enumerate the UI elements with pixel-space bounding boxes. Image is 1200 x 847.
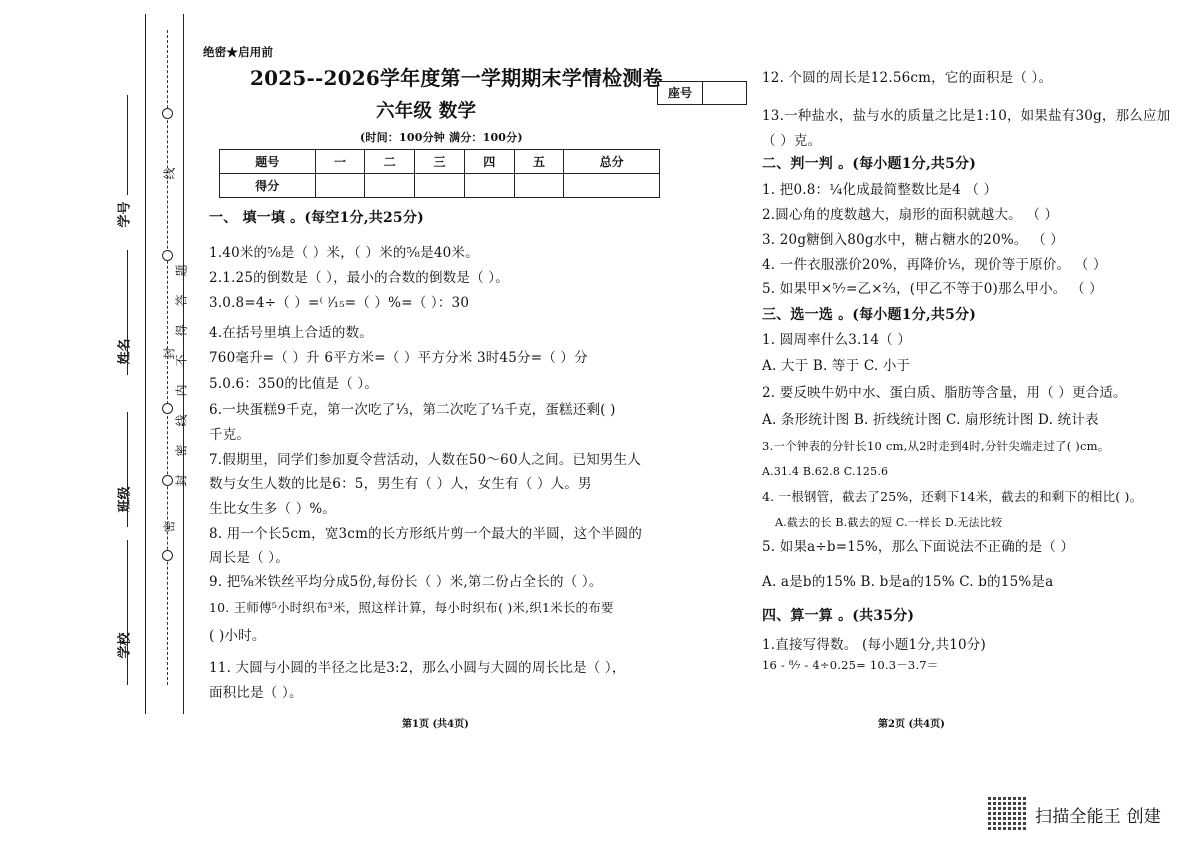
question-line: 1.40米的⁵⁄₈是（ ）米，（ ）米的⁵⁄₈是40米。 bbox=[209, 245, 479, 261]
question-line: 1. 圆周率什么3.14（ ） bbox=[762, 332, 912, 348]
score-cell: 得分 bbox=[220, 174, 316, 198]
question-line: 11. 大圆与小圆的半径之比是3:2，那么小圆与大圆的周长比是（ ）， bbox=[209, 660, 626, 676]
score-table-header-row bbox=[220, 150, 660, 174]
binding-hole bbox=[162, 250, 173, 261]
score-input-cell[interactable] bbox=[564, 174, 660, 198]
question-line: 2.1.25的倒数是（ ），最小的合数的倒数是（ ）。 bbox=[209, 270, 509, 286]
question-line: 3. 20g糖倒入80g水中，糖占糖水的20%。 （ ） bbox=[762, 232, 1064, 248]
page-footer: 第2页 (共4页) bbox=[878, 719, 945, 730]
question-line: A. a是b的15% B. b是a的15% C. b的15%是a bbox=[762, 574, 1054, 590]
seal-char: 不 bbox=[174, 354, 189, 367]
school-input-line[interactable] bbox=[127, 540, 128, 685]
score-table-score-row bbox=[220, 174, 660, 198]
binding-hole bbox=[162, 550, 173, 561]
score-cell: 题号 bbox=[220, 150, 316, 174]
question-line: 13.一种盐水，盐与水的质量之比是1:10，如果盐有30g，那么应加 bbox=[762, 108, 1171, 124]
seal-char: 线 bbox=[174, 414, 189, 427]
question-line: 12. 个圆的周长是12.56cm，它的面积是（ ）。 bbox=[762, 70, 1053, 86]
name-input-line[interactable] bbox=[127, 250, 128, 375]
exam-title: 2025--2026学年度第一学期期末学情检测卷 bbox=[250, 66, 663, 90]
question-line: 7.假期里，同学们参加夏令营活动，人数在50～60人之间。已知男生人 bbox=[209, 452, 642, 468]
question-line: 2.圆心角的度数越大，扇形的面积就越大。 （ ） bbox=[762, 207, 1059, 223]
qr-code-icon bbox=[988, 796, 1026, 830]
question-line: 数与女生人数的比是6：5，男生有（ ）人，女生有（ ）人。男 bbox=[209, 476, 592, 492]
seat-number-box bbox=[657, 81, 747, 105]
question-line: A.截去的长 B.截去的短 C.一样长 D.无法比较 bbox=[775, 516, 1003, 529]
section-2-heading: 二、判一判 。(每小题1分,共5分) bbox=[762, 156, 977, 172]
question-line: 4.在括号里填上合适的数。 bbox=[209, 325, 373, 341]
question-line: 3.一个钟表的分针长10 cm,从2时走到4时,分针尖端走过了( )cm。 bbox=[762, 439, 1110, 453]
seal-char: 线 bbox=[162, 167, 177, 180]
question-line: 5.0.6：350的比值是（ ）。 bbox=[209, 376, 379, 392]
binding-hole bbox=[162, 475, 173, 486]
seal-char: 得 bbox=[174, 324, 189, 337]
score-input-cell[interactable] bbox=[415, 174, 465, 198]
name-label: 姓名 bbox=[117, 338, 133, 365]
time-info: (时间：100分钟 满分：100分) bbox=[360, 131, 523, 144]
score-cell: 总分 bbox=[564, 150, 660, 174]
seat-label: 座号 bbox=[658, 82, 703, 104]
exam-subtitle: 六年级 数学 bbox=[376, 101, 477, 122]
seal-char: 密 bbox=[162, 520, 177, 533]
binding-line bbox=[145, 14, 146, 714]
section-1-heading: 一、 填一填 。(每空1分,共25分) bbox=[209, 210, 424, 226]
seal-char: 题 bbox=[174, 264, 189, 277]
seal-char: 内 bbox=[174, 384, 189, 397]
question-line: 3.0.8=4÷（ ）=⁽ ⁾⁄₁₅=（ ）%=（ ）：30 bbox=[209, 295, 470, 311]
seal-char: 封 bbox=[174, 474, 189, 487]
question-line: 2. 要反映牛奶中水、蛋白质、脂肪等含量，用（ ）更合适。 bbox=[762, 385, 1127, 401]
score-input-cell[interactable] bbox=[464, 174, 514, 198]
section-4-heading: 四、算一算 。(共35分) bbox=[762, 608, 915, 624]
question-line: 5. 如果a÷b=15%，那么下面说法不正确的是（ ） bbox=[762, 539, 1075, 555]
seal-char: 答 bbox=[174, 294, 189, 307]
student-id-label: 学号 bbox=[117, 201, 133, 228]
question-line: ( )小时。 bbox=[209, 628, 266, 644]
question-line: 760毫升=（ ）升 6平方米=（ ）平方分米 3时45分=（ ）分 bbox=[209, 350, 588, 366]
question-line: 8. 用一个长5cm，宽3cm的长方形纸片剪一个最大的半圆，这个半圆的 bbox=[209, 526, 643, 542]
score-input-cell[interactable] bbox=[315, 174, 365, 198]
score-cell: 二 bbox=[365, 150, 415, 174]
question-line: 5. 如果甲×⁵⁄₇=乙×⅔，(甲乙不等于0)那么甲小。 （ ） bbox=[762, 281, 1103, 297]
question-line: 周长是（ ）。 bbox=[209, 550, 289, 566]
question-line: 千克。 bbox=[209, 427, 251, 443]
class-label: 班级 bbox=[117, 486, 133, 513]
page-footer: 第1页 (共4页) bbox=[402, 719, 469, 730]
question-line: 4. 一根钢管，截去了25%，还剩下14米，截去的和剩下的相比( )。 bbox=[762, 489, 1143, 504]
question-line: A.31.4 B.62.8 C.125.6 bbox=[762, 465, 889, 478]
binding-hole bbox=[162, 403, 173, 414]
question-line: A. 条形统计图 B. 折线统计图 C. 扇形统计图 D. 统计表 bbox=[762, 412, 1099, 428]
question-line: 1.直接写得数。 (每小题1分,共10分) bbox=[762, 637, 986, 653]
score-input-cell[interactable] bbox=[365, 174, 415, 198]
question-line: A. 大于 B. 等于 C. 小于 bbox=[762, 358, 911, 374]
student-id-input-line[interactable] bbox=[127, 95, 128, 195]
question-line: 4. 一件衣服涨价20%，再降价⅕，现价等于原价。 （ ） bbox=[762, 257, 1107, 273]
question-line: 10. 王师傅⁵小时织布³米，照这样计算，每小时织布( )米,织1米长的布要 bbox=[209, 600, 614, 615]
score-cell: 一 bbox=[315, 150, 365, 174]
question-line: 9. 把⅝米铁丝平均分成5份,每份长（ ）米,第二份占全长的（ ）。 bbox=[209, 574, 603, 590]
score-cell: 五 bbox=[514, 150, 564, 174]
score-cell: 四 bbox=[464, 150, 514, 174]
question-line: 1. 把0.8：¼化成最简整数比是4 （ ） bbox=[762, 182, 998, 198]
question-line: 6.一块蛋糕9千克，第一次吃了⅓，第二次吃了⅓千克，蛋糕还剩( ) bbox=[209, 402, 616, 418]
question-line: 生比女生多（ ）%。 bbox=[209, 501, 337, 517]
scanner-watermark: 扫描全能王 创建 bbox=[1035, 807, 1162, 827]
score-table bbox=[219, 149, 660, 198]
score-cell: 三 bbox=[415, 150, 465, 174]
question-line: 16 - ⁸⁄₇ - 4÷0.25= 10.3－3.7＝ bbox=[762, 658, 939, 672]
confidential-mark: 绝密★启用前 bbox=[203, 45, 274, 59]
binding-hole bbox=[162, 108, 173, 119]
seal-char: 封 bbox=[162, 347, 177, 360]
school-label: 学校 bbox=[117, 632, 133, 659]
section-3-heading: 三、选一选 。(每小题1分,共5分) bbox=[762, 307, 977, 323]
seal-char: 密 bbox=[174, 444, 189, 457]
question-line: 面积比是（ ）。 bbox=[209, 685, 303, 701]
score-input-cell[interactable] bbox=[514, 174, 564, 198]
class-input-line[interactable] bbox=[127, 412, 128, 527]
question-line: （ ）克。 bbox=[762, 133, 822, 149]
